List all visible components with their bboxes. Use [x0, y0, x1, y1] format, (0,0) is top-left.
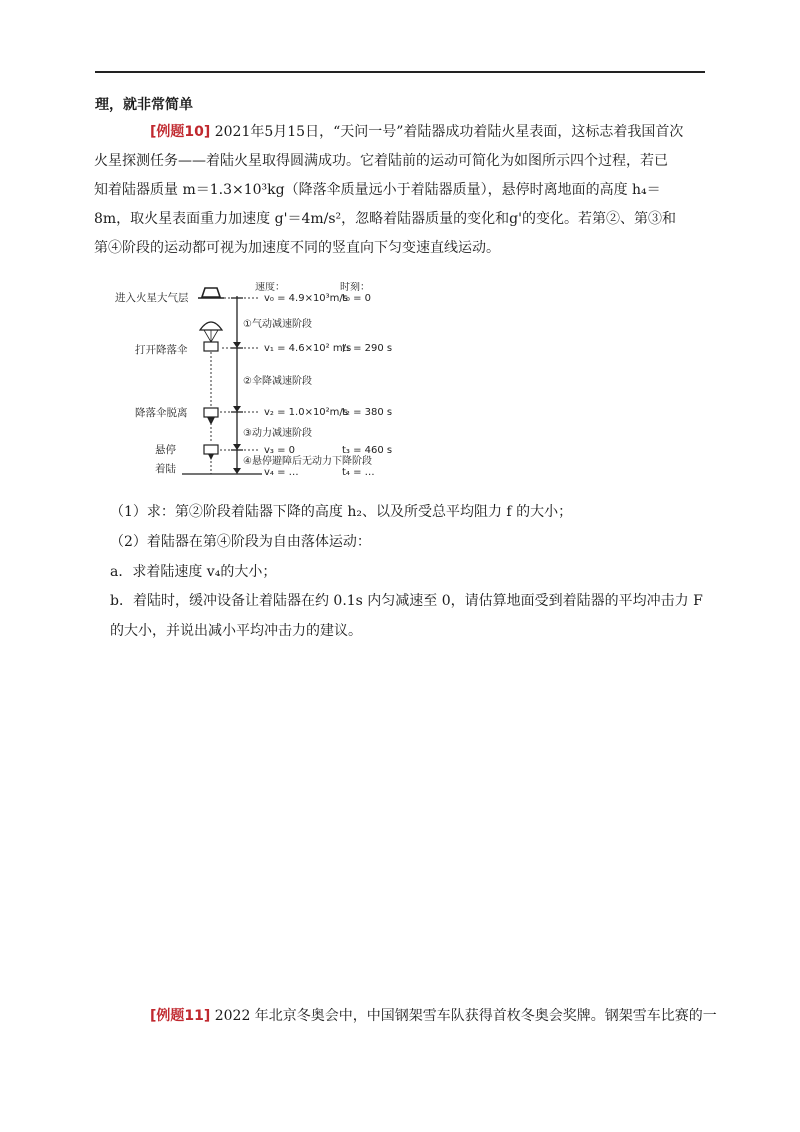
parachute-icon [200, 322, 222, 351]
question-2b-line-1: b．着陆时，缓冲设备让着陆器在约 0.1s 内匀减速至 0，请估算地面受到着陆器的平均冲击力 F [110, 593, 703, 609]
intro-line-2: 火星探测任务——着陆火星取得圆满成功。它着陆前的运动可简化为如图所示四个过程，若已 [94, 153, 668, 169]
intro-line-5: 第④阶段的运动都可视为加速度不同的竖直向下匀变速直线运动。 [94, 240, 500, 256]
intro-line-4: 8m，取火星表面重力加速度 g'＝4m/s²，忽略着陆器质量的变化和g'的变化。若第②、第③和 [94, 211, 676, 227]
time-header: 时刻： [340, 282, 370, 293]
speed-v3: v₃ = 0 [264, 445, 296, 456]
example11-tag: [例题11] [150, 1008, 211, 1024]
speed-header: 速度： [255, 282, 285, 293]
label-hover: 悬停 [155, 444, 176, 456]
label-parachute-release: 降落伞脱离 [135, 407, 188, 419]
stage-3-label: ③动力减速阶段 [243, 428, 312, 439]
descent-diagram [112, 282, 412, 477]
label-enter-atmosphere: 进入火星大气层 [115, 292, 189, 304]
lander-icon-hover [204, 445, 218, 460]
header-rule [95, 71, 705, 73]
stage-4-label: ④悬停避障后无动力下降阶段 [243, 456, 372, 467]
time-t3: t₃ = 460 s [342, 445, 393, 456]
time-t4: t₄ = … [342, 467, 375, 477]
section-heading: 理，就非常简单 [95, 97, 193, 113]
question-2b-line-2: 的大小，并说出减小平均冲击力的建议。 [110, 623, 362, 639]
example11-intro: [例题11] 2022 年北京冬奥会中，中国钢架雪车队获得首枚冬奥会奖牌。钢架雪车比赛的一 [150, 1008, 717, 1024]
speed-v2: v₂ = 1.0×10²m/s [264, 407, 348, 418]
example10-tag: [例题10] [150, 124, 211, 140]
stage-2-label: ②伞降减速阶段 [243, 376, 312, 387]
speed-v4: v₄ = … [264, 467, 299, 477]
stage-1-label: ①气动减速阶段 [243, 319, 312, 330]
question-2a: a．求着陆速度 v₄的大小； [110, 564, 277, 580]
speed-v1: v₁ = 4.6×10² m/s [264, 343, 352, 354]
question-1: （1）求：第②阶段着陆器下降的高度 h₂、以及所受总平均阻力 f 的大小； [110, 504, 573, 520]
time-t0: t₀ = 0 [342, 293, 372, 304]
label-open-parachute: 打开降落伞 [135, 344, 188, 356]
intro-line-3: 知着陆器质量 m＝1.3×10³kg（降落伞质量远小于着陆器质量），悬停时离地面的高度 h₄＝ [94, 182, 661, 198]
lander-icon-entry [198, 288, 224, 298]
speed-v0: v₀ = 4.9×10³m/s [264, 293, 348, 304]
label-landing: 着陆 [155, 463, 176, 475]
intro-line-1: [例题10] 2021年5月15日，“天问一号”着陆器成功着陆火星表面，这标志着我国首次 [150, 124, 684, 140]
lander-icon-release [204, 408, 218, 425]
example10-intro [94, 118, 708, 263]
time-t1: t₁ = 290 s [342, 343, 393, 354]
time-t2: t₂ = 380 s [342, 407, 393, 418]
question-2: （2）着陆器在第④阶段为自由落体运动： [110, 534, 371, 550]
